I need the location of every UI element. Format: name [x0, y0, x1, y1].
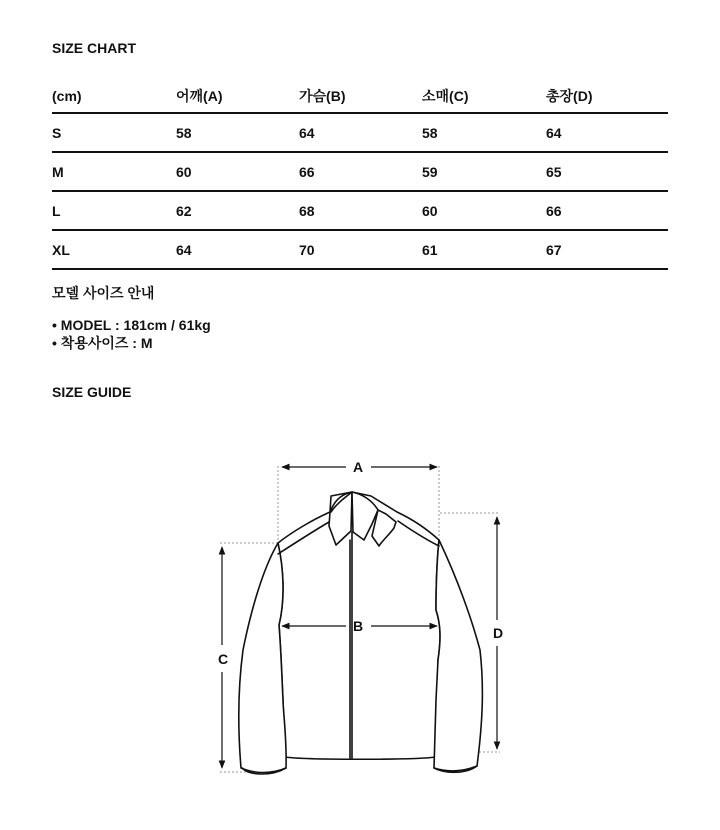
sleeve-value: 61	[422, 241, 438, 258]
length-value: 66	[546, 202, 562, 219]
length-value: 67	[546, 241, 562, 258]
chest-value: 70	[299, 241, 315, 258]
header-sleeve: 소매(C)	[422, 88, 469, 104]
size-label: XL	[52, 241, 70, 258]
size-label: M	[52, 163, 64, 180]
sleeve-value: 60	[422, 202, 438, 219]
sleeve-value: 59	[422, 163, 438, 180]
shoulder-value: 64	[176, 241, 192, 258]
chest-value: 68	[299, 202, 315, 219]
label-c: C	[217, 651, 229, 667]
label-a: A	[352, 459, 364, 475]
model-measurements: • MODEL : 181cm / 61kg	[52, 317, 211, 333]
length-value: 64	[546, 124, 562, 141]
length-value: 65	[546, 163, 562, 180]
header-chest: 가슴(B)	[299, 88, 346, 104]
shoulder-value: 60	[176, 163, 192, 180]
sleeve-value: 58	[422, 124, 438, 141]
model-size-title: 모델 사이즈 안내	[52, 285, 155, 301]
label-d: D	[492, 625, 504, 641]
size-guide-title: SIZE GUIDE	[52, 384, 132, 400]
shoulder-value: 58	[176, 124, 192, 141]
size-label: L	[52, 202, 61, 219]
header-unit: (cm)	[52, 88, 82, 104]
size-chart-title: SIZE CHART	[52, 40, 136, 56]
model-wearing-size: • 착용사이즈 : M	[52, 335, 153, 351]
header-length: 총장(D)	[546, 88, 593, 104]
label-b: B	[352, 618, 364, 634]
size-label: S	[52, 124, 62, 141]
chest-value: 66	[299, 163, 315, 180]
header-shoulder: 어깨(A)	[176, 88, 223, 104]
chest-value: 64	[299, 124, 315, 141]
shoulder-value: 62	[176, 202, 192, 219]
